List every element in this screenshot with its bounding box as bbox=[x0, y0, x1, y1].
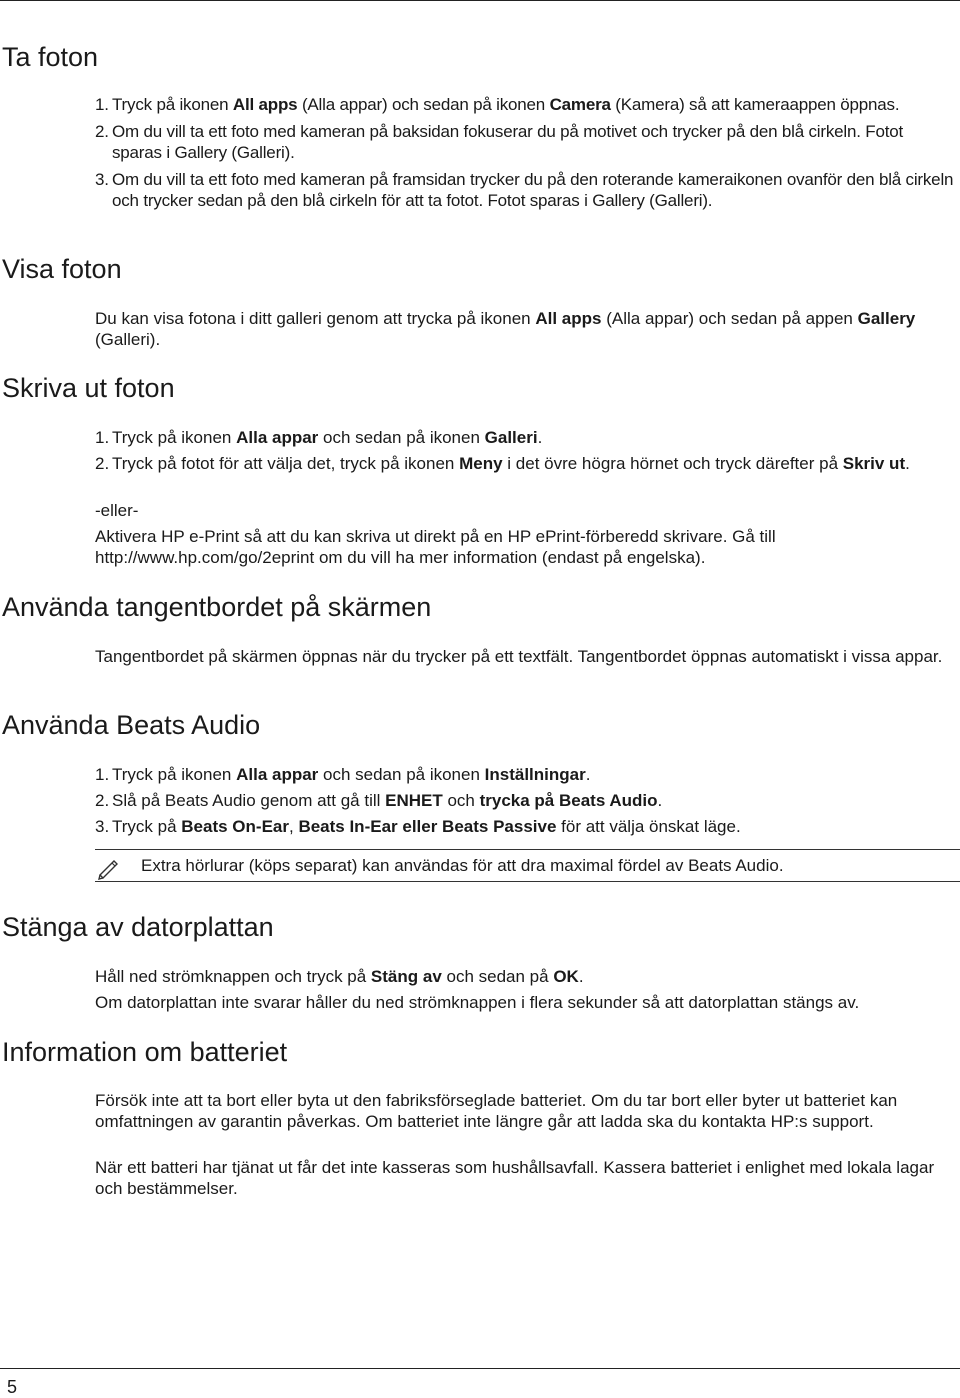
list-item: 1. Tryck på ikonen All apps (Alla appar) och sedan på ikonen Camera (Kamera) så att kameraappen öppnas. bbox=[95, 95, 900, 114]
list-item: 2. Tryck på fotot för att välja det, tryck på ikonen Meny i det övre högra hörnet och tryck därefter på Skriv ut. bbox=[95, 454, 910, 473]
list-item: 2. Om du vill ta ett foto med kameran på baksidan fokuserar du på motivet och trycker på den blå cirkeln. Fotot sparas i Gallery (Galleri). bbox=[95, 122, 904, 162]
heading-batteri: Information om batteriet bbox=[2, 1037, 288, 1067]
datorplatta-text-1: Håll ned strömknappen och tryck på Stäng av och sedan på OK. bbox=[95, 967, 584, 986]
list-item: 3. Om du vill ta ett foto med kameran på framsidan trycker du på den roterande kameraikonen ovanför den blå cirkeln och trycker sedan på den blå cirkeln för att ta fotot. Fotot sparas i Gallery (Galleri). bbox=[95, 170, 954, 210]
footer-rule bbox=[0, 1368, 960, 1369]
list-item: 2. Slå på Beats Audio genom att gå till ENHET och trycka på Beats Audio. bbox=[95, 791, 663, 810]
top-rule bbox=[0, 0, 960, 1]
heading-ta-foton: Ta foton bbox=[2, 42, 99, 72]
heading-datorplatta: Stänga av datorplattan bbox=[2, 912, 274, 942]
list-item: 3. Tryck på Beats On-Ear, Beats In-Ear eller Beats Passive för att välja önskat läge. bbox=[95, 817, 741, 836]
skriva-ut-steps bbox=[95, 427, 957, 474]
note-top-rule bbox=[95, 849, 960, 850]
heading-visa-foton: Visa foton bbox=[2, 254, 122, 284]
batteri-text-1: Försök inte att ta bort eller byta ut den fabriksförseglade batteriet. Om du tar bort eller byter ut batteriet kan omfattningen av garantin påverkas. Om batteriet inte längre går att ladda ska du kontakta HP:s support. bbox=[95, 1091, 898, 1131]
skriva-ut-or: -eller- bbox=[95, 501, 139, 520]
tangentbord-text: Tangentbordet på skärmen öppnas när du trycker på ett textfält. Tangentbordet öppnas automatiskt i vissa appar. bbox=[95, 647, 943, 666]
list-item: 1. Tryck på ikonen Alla appar och sedan på ikonen Galleri. bbox=[95, 428, 543, 447]
beats-steps bbox=[95, 764, 957, 837]
heading-skriva-ut-foton: Skriva ut foton bbox=[2, 373, 175, 403]
ta-foton-steps bbox=[95, 94, 957, 211]
skriva-ut-eprint-text: Aktivera HP e-Print så att du kan skriva ut direkt på en HP ePrint-förberedd skrivare. Gå till http://www.hp.com/go/2eprint om du vill ha mer information (endast på engelska). bbox=[95, 527, 776, 567]
batteri-text-2: När ett batteri har tjänat ut får det inte kasseras som hushållsavfall. Kassera batteriet i enlighet med lokala lagar och bestämmelser. bbox=[95, 1158, 935, 1198]
pencil-note-icon bbox=[96, 855, 122, 881]
note-bottom-rule bbox=[95, 881, 960, 882]
datorplatta-text-2: Om datorplattan inte svarar håller du ned strömknappen i flera sekunder så att datorplattan stängs av. bbox=[95, 993, 860, 1012]
heading-tangentbord: Använda tangentbordet på skärmen bbox=[2, 592, 432, 622]
beats-note-text: Extra hörlurar (köps separat) kan användas för att dra maximal fördel av Beats Audio. bbox=[141, 856, 784, 875]
heading-beats-audio: Använda Beats Audio bbox=[2, 710, 261, 740]
visa-foton-text: Du kan visa fotona i ditt galleri genom att trycka på ikonen All apps (Alla appar) och sedan på appen Gallery (Galleri). bbox=[95, 309, 916, 349]
list-item: 1. Tryck på ikonen Alla appar och sedan på ikonen Inställningar. bbox=[95, 765, 591, 784]
page-number: 5 bbox=[7, 1377, 18, 1397]
